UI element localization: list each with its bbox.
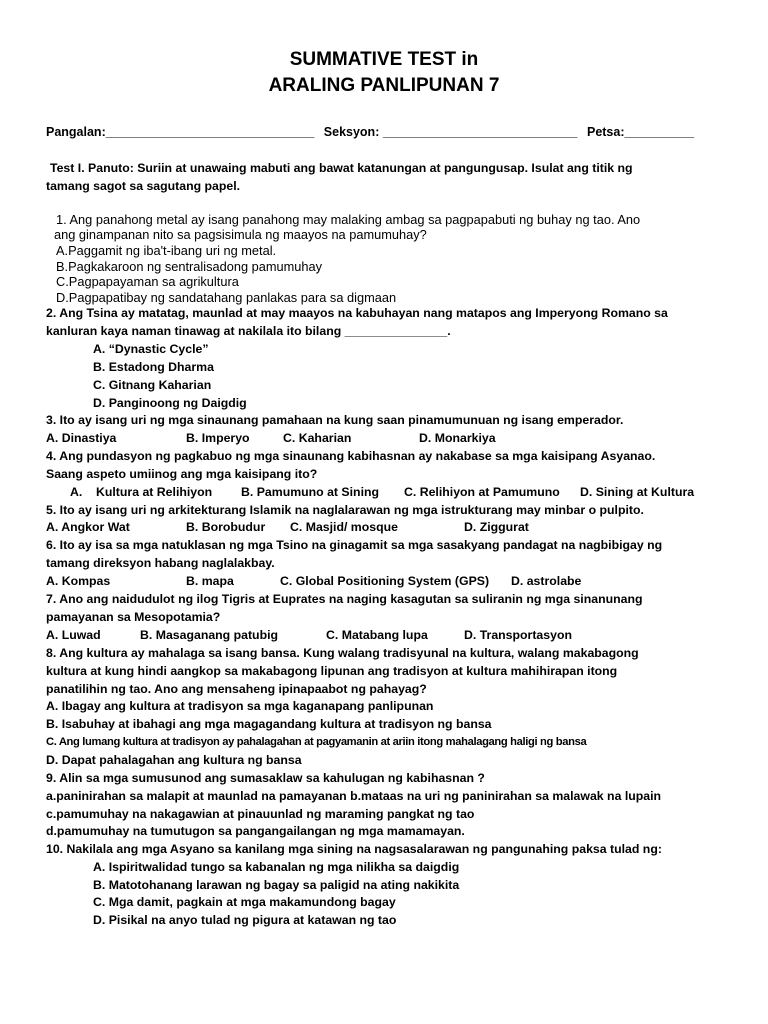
q2-choice-b: B. Estadong Dharma: [93, 360, 214, 374]
student-info-row: [46, 125, 700, 139]
q7-choice-d: D. Transportasyon: [464, 628, 572, 642]
q8-choice-a: A. Ibagay ang kultura at tradisyon sa mga kaganapang panlipunan: [46, 699, 434, 713]
q4-choice-b: B. Pamumuno at Sining: [241, 485, 380, 499]
q10-choice-c: C. Mga damit, pagkain at mga makamundong bagay: [93, 895, 396, 909]
q4-line-1: 4. Ang pundasyon ng pagkabuo ng mga sinaunang kabihasnan ay nakabase sa mga kaisipang Asyanao.: [46, 449, 656, 463]
q4-choice-c: C. Relihiyon at Pamumuno: [404, 485, 560, 499]
q4-choice-a-letter: A.: [70, 485, 83, 499]
q3-choice-c: C. Kaharian: [283, 431, 352, 445]
q9-choice-c: c.pamumuhay na nakagawian at pinauunlad ng maraming pangkat ng tao: [46, 807, 475, 821]
q6-choice-a: A. Kompas: [46, 574, 111, 588]
q1-choice-a: A.Paggamit ng iba't-ibang uri ng metal.: [56, 243, 277, 258]
q2-choice-c: C. Gitnang Kaharian: [93, 378, 212, 392]
q6-choice-c: C. Global Positioning System (GPS): [280, 574, 490, 588]
q5-line-1: 5. Ito ay isang uri ng arkitekturang Islamik na naglalarawan ng mga istrukturang may minbar o pulpito.: [46, 503, 644, 517]
q2-choice-a: A. “Dynastic Cycle”: [93, 342, 209, 356]
title-line-2: ARALING PANLIPUNAN 7: [268, 75, 500, 96]
q5-choice-b: B. Borobudur: [186, 520, 266, 534]
q5-choice-c: C. Masjid/ mosque: [290, 520, 398, 534]
q8-line-3: panatilihin ng tao. Ano ang mensaheng ipinapaabot ng pahayag?: [46, 682, 427, 696]
q2-choice-d: D. Panginoong ng Daigdig: [93, 396, 247, 410]
q8-choice-d: D. Dapat pahalagahan ang kultura ng bansa: [46, 753, 302, 767]
title-line-1: SUMMATIVE TEST in: [289, 49, 479, 70]
q2-line-2: kanluran kaya naman tinawag at nakilala ito bilang _______________.: [46, 324, 451, 338]
q9-line-1: 9. Alin sa mga sumusunod ang sumasaklaw sa kahulugan ng kabihasnan ?: [46, 771, 485, 785]
q1-line-1: 1. Ang panahong metal ay isang panahong may malaking ambag sa pagpapabuti ng buhay ng tao. Ano: [56, 212, 641, 227]
instructions-line-2: tamang sagot sa sagutang papel.: [46, 179, 241, 193]
q7-choice-a: A. Luwad: [46, 628, 101, 642]
q10-choice-d: D. Pisikal na anyo tulad ng pigura at katawan ng tao: [93, 913, 397, 927]
q3-choice-b: B. Imperyo: [186, 431, 250, 445]
q1-choice-c: C.Pagpapayaman sa agrikultura: [56, 274, 239, 289]
q4-choice-d: D. Sining at Kultura: [580, 485, 695, 499]
q6-choice-b: B. mapa: [186, 574, 234, 588]
q8-line-1: 8. Ang kultura ay mahalaga sa isang bansa. Kung walang tradisyunal na kultura, walang makabagong: [46, 646, 639, 660]
q6-line-1: 6. Ito ay isa sa mga natuklasan ng mga Tsino na ginagamit sa mga sasakyang pandagat na nagbibigay ng: [46, 538, 663, 552]
q4-line-2: Saang aspeto umiinog ang mga kaisipang ito?: [46, 467, 318, 481]
q6-choice-d: D. astrolabe: [511, 574, 582, 588]
q9-choice-d: d.pamumuhay na tumutugon sa pangangailangan ng mga mamamayan.: [46, 824, 465, 838]
q8-choice-c: C. Ang lumang kultura at tradisyon ay pahalagahan at pagyamanin at ariin itong mahalagang haligi ng bansa: [46, 736, 587, 748]
q7-choice-b: B. Masaganang patubig: [140, 628, 279, 642]
name-field: Pangalan:______________________________: [46, 125, 315, 139]
q10-choice-b: B. Matotohanang larawan ng bagay sa paligid na ating nakikita: [93, 878, 460, 892]
q5-choice-d: D. Ziggurat: [464, 520, 529, 534]
q1-choice-b: B.Pagkakaroon ng sentralisadong pamumuhay: [56, 259, 323, 274]
q8-choice-b: B. Isabuhay at ibahagi ang mga magagandang kultura at tradisyon ng bansa: [46, 717, 492, 731]
q7-choice-c: C. Matabang lupa: [326, 628, 428, 642]
q3-choice-a: A. Dinastiya: [46, 431, 117, 445]
q10-line-1: 10. Nakilala ang mga Asyano sa kanilang mga sining na nagsasalarawan ng pangunahing paksa tulad ng:: [46, 842, 662, 856]
q6-line-2: tamang direksyon habang naglalakbay.: [46, 556, 275, 570]
q2-line-1: 2. Ang Tsina ay matatag, maunlad at may maayos na kabuhayan nang matapos ang Imperyong Romano sa: [46, 306, 668, 320]
q3-choice-d: D. Monarkiya: [419, 431, 496, 445]
q4-choice-a: Kultura at Relihiyon: [96, 485, 213, 499]
q5-choice-a: A. Angkor Wat: [46, 520, 130, 534]
q9-choice-a-b: a.paninirahan sa malapit at maunlad na pamayanan b.mataas na uri ng paninirahan sa malawak na lupain: [46, 789, 662, 803]
q1-choice-d: D.Pagpapatibay ng sandatahang panlakas para sa digmaan: [56, 290, 397, 305]
date-field: Petsa:__________: [586, 125, 695, 139]
q1-line-2: ang ginampanan nito sa pagsisimula ng maayos na pamumuhay?: [54, 227, 427, 242]
q7-line-2: pamayanan sa Mesopotamia?: [46, 610, 221, 624]
section-field: Seksyon: ____________________________: [323, 125, 578, 139]
q10-choice-a: A. Ispiritwalidad tungo sa kabanalan ng mga nilikha sa daigdig: [93, 860, 460, 874]
q8-line-2: kultura at kung hindi aangkop sa makabagong lipunan ang tradisyon at kultura mahihirapan itong: [46, 664, 618, 678]
instructions-line-1: Test I. Panuto: Suriin at unawaing mabuti ang bawat katanungan at pangungusap. Isulat ang titik ng: [50, 161, 633, 175]
q3-line-1: 3. Ito ay isang uri ng mga sinaunang pamahaan na kung saan pinamumunuan ng isang emperador.: [46, 413, 624, 427]
q7-line-1: 7. Ano ang naidudulot ng ilog Tigris at Euprates na naging kasagutan sa suliranin ng mga sinanunang: [46, 592, 643, 606]
